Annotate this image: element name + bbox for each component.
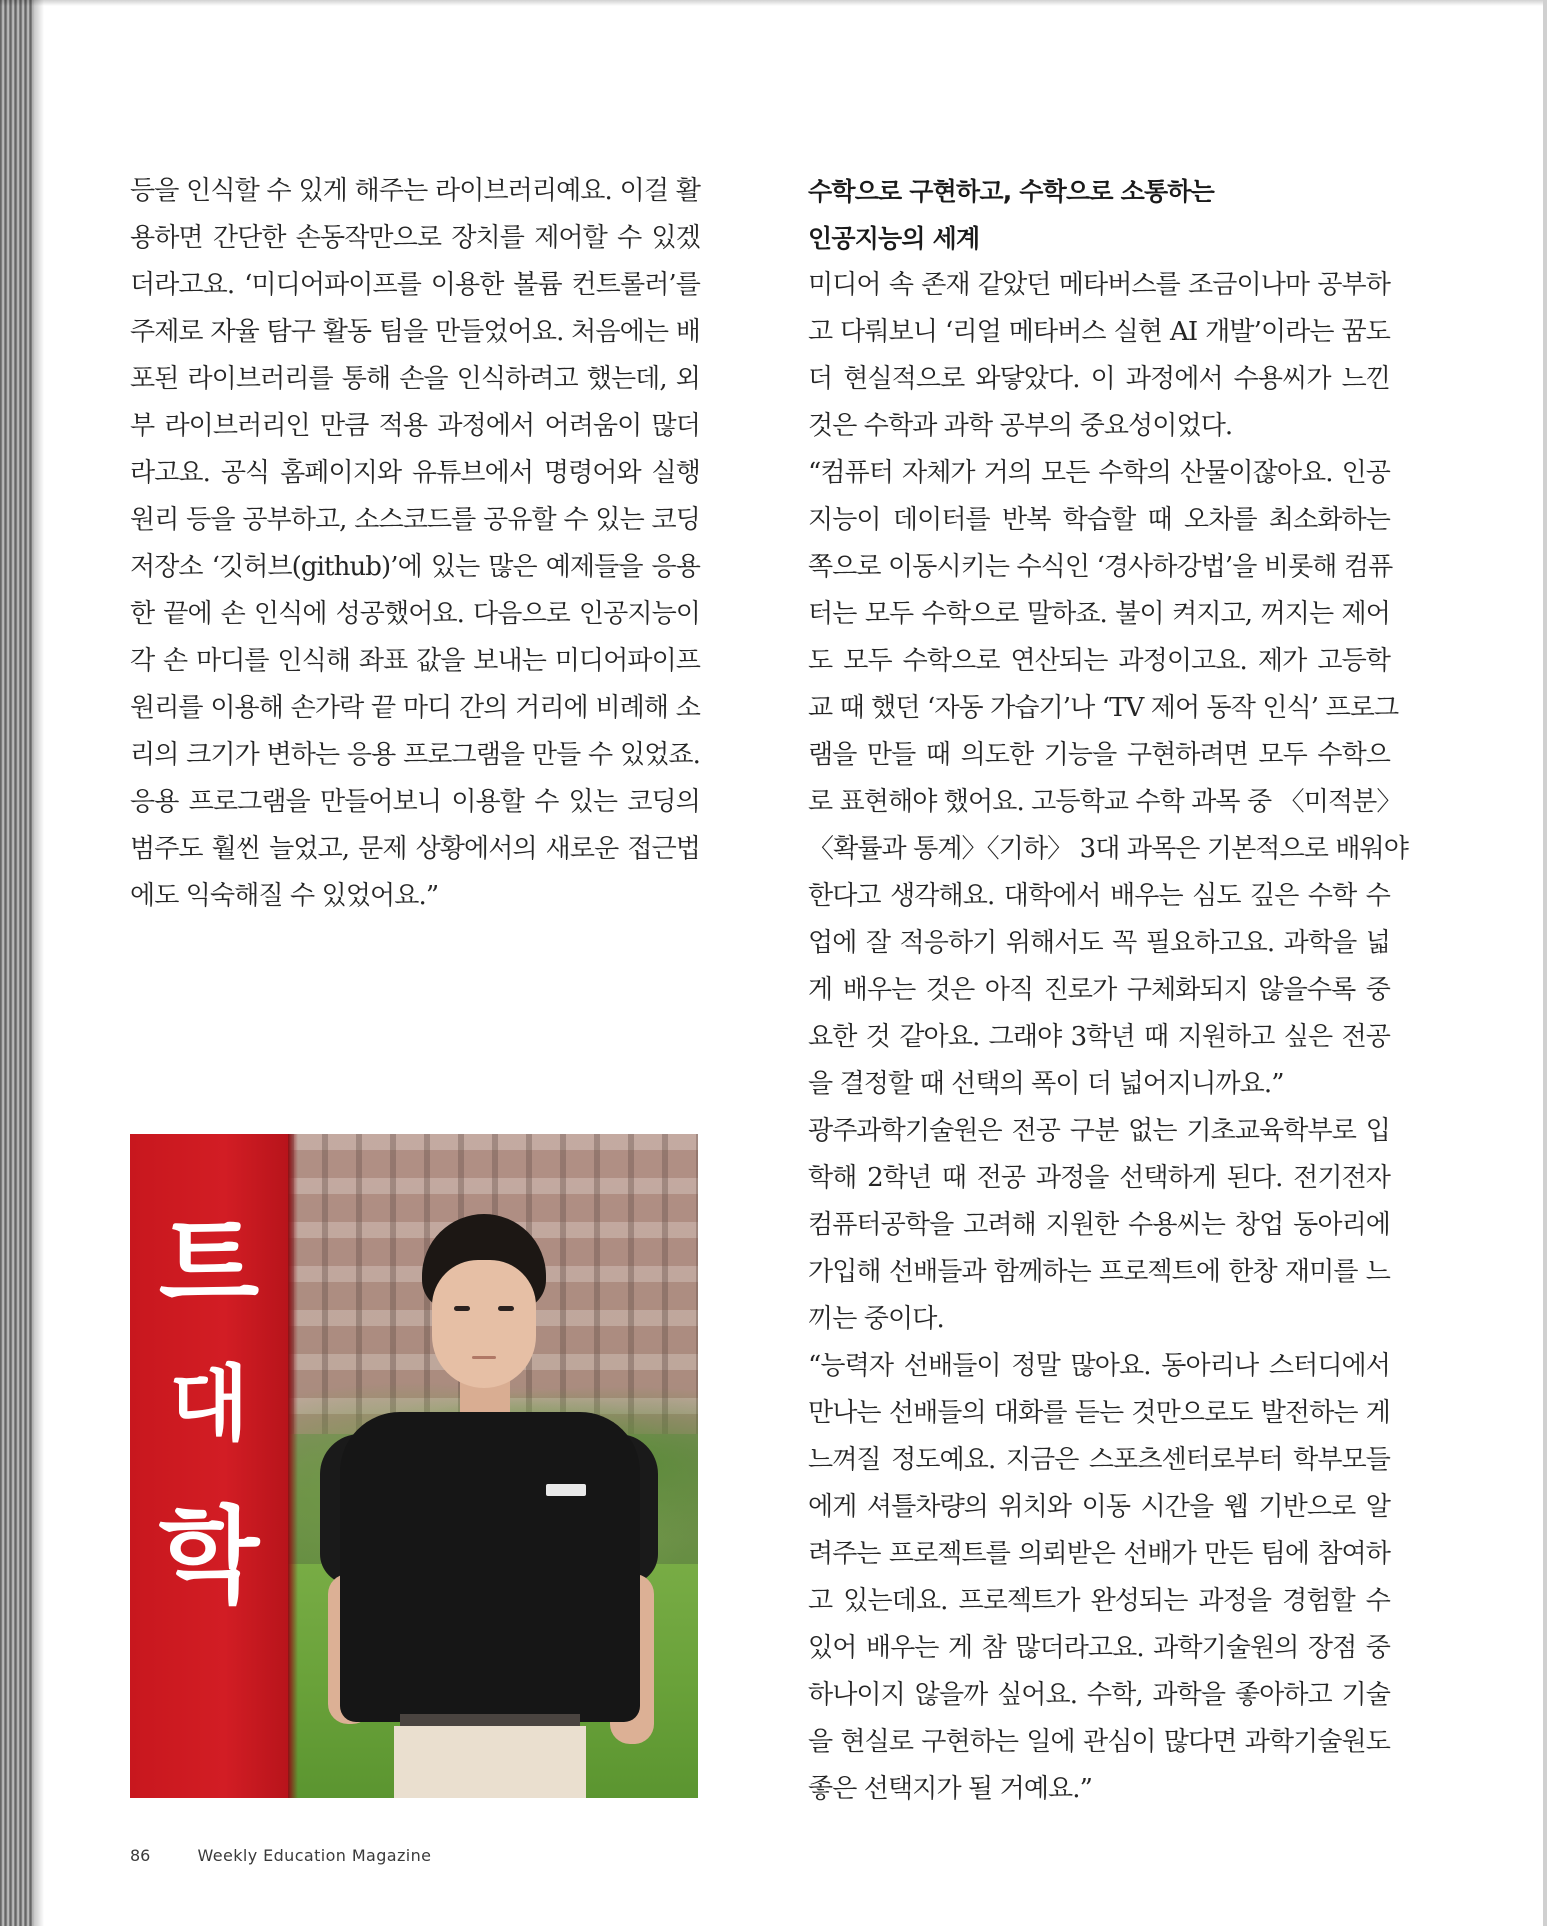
sign-character: 트 [158, 1203, 260, 1325]
body-text-line: 원리 등을 공부하고, 소스코드를 공유할 수 있는 코딩 [130, 505, 700, 535]
sign-character: 학 [158, 1495, 260, 1617]
body-text-line: 고 있는데요. 프로젝트가 완성되는 과정을 경험할 수 [808, 1586, 1390, 1616]
student-photo [130, 1134, 698, 1798]
page-right-edge [1543, 0, 1547, 1926]
body-text-line: “능력자 선배들이 정말 많아요. 동아리나 스터디에서 [808, 1351, 1390, 1381]
body-text-line: 〈확률과 통계〉〈기하〉 3대 과목은 기본적으로 배워야 [808, 834, 1408, 864]
sign-character: 대 [169, 1357, 249, 1452]
body-text-line: 있어 배우는 게 참 많더라고요. 과학기술원의 장점 중 [808, 1633, 1390, 1663]
shirt-logo [546, 1484, 586, 1496]
page-number: 86 [130, 1846, 151, 1865]
body-text-line: 을 현실로 구현하는 일에 관심이 많다면 과학기술원도 [808, 1727, 1390, 1757]
red-university-sign [130, 1134, 288, 1798]
body-text-line: 포된 라이브러리를 통해 손을 인식하려고 했는데, 외 [130, 364, 700, 394]
body-text-line: 저장소 ‘깃허브(github)’에 있는 많은 예제들을 응용 [130, 552, 700, 582]
body-text-line: 각 손 마디를 인식해 좌표 값을 보내는 미디어파이프 [130, 646, 700, 676]
body-text-line: 쪽으로 이동시키는 수식인 ‘경사하강법’을 비롯해 컴퓨 [808, 552, 1393, 582]
body-text-line: 미디어 속 존재 같았던 메타버스를 조금이나마 공부하 [808, 270, 1390, 300]
body-text-line: 가입해 선배들과 함께하는 프로젝트에 한창 재미를 느 [808, 1257, 1390, 1287]
body-text-line: 것은 수학과 과학 공부의 중요성이었다. [808, 411, 1233, 441]
magazine-title: Weekly Education Magazine [197, 1846, 432, 1865]
body-text-line: 학해 2학년 때 전공 과정을 선택하게 된다. 전기전자 [808, 1163, 1390, 1193]
page-edge-shadow [34, 0, 44, 1926]
body-text-line: 만나는 선배들의 대화를 듣는 것만으로도 발전하는 게 [808, 1398, 1390, 1428]
body-text-line: 라고요. 공식 홈페이지와 유튜브에서 명령어와 실행 [130, 458, 700, 488]
body-text-line: 하나이지 않을까 싶어요. 수학, 과학을 좋아하고 기술 [808, 1680, 1390, 1710]
black-t-shirt [340, 1412, 640, 1722]
left-text-column [130, 168, 700, 920]
right-eye [498, 1306, 514, 1311]
sign-shadow-edge [288, 1134, 298, 1798]
body-text-line: 더라고요. ‘미디어파이프를 이용한 볼륨 컨트롤러’를 [130, 270, 700, 300]
body-text-line: 요한 것 같아요. 그래야 3학년 때 지원하고 싶은 전공 [808, 1022, 1390, 1052]
body-text-line: 에도 익숙해질 수 있었어요.” [130, 881, 439, 911]
body-text-line: 느껴질 정도예요. 지금은 스포츠센터로부터 학부모들 [808, 1445, 1390, 1475]
body-text-line: 응용 프로그램을 만들어보니 이용할 수 있는 코딩의 [130, 787, 700, 817]
body-text-line: 려주는 프로젝트를 의뢰받은 선배가 만든 팀에 참여하 [808, 1539, 1390, 1569]
section-heading: 인공지능의 세계 [808, 224, 980, 253]
left-eye [454, 1306, 470, 1311]
body-text-line: 좋은 선택지가 될 거예요.” [808, 1774, 1093, 1804]
body-text-line: 고 다뤄보니 ‘리얼 메타버스 실현 AI 개발’이라는 꿈도 [808, 317, 1390, 347]
face [432, 1260, 536, 1388]
body-text-line: 게 배우는 것은 아직 진로가 구체화되지 않을수록 중 [808, 975, 1390, 1005]
body-text-line: 에게 셔틀차량의 위치와 이동 시간을 웹 기반으로 알 [808, 1492, 1390, 1522]
page-top-shadow [0, 0, 1547, 6]
page-edge-stack [0, 0, 34, 1926]
section-heading: 수학으로 구현하고, 수학으로 소통하는 [808, 177, 1215, 206]
body-text-line: 범주도 훨씬 늘었고, 문제 상황에서의 새로운 접근법 [130, 834, 700, 864]
body-text-line: 교 때 했던 ‘자동 가습기’나 ‘TV 제어 동작 인식’ 프로그 [808, 693, 1399, 723]
body-text-line: “컴퓨터 자체가 거의 모든 수학의 산물이잖아요. 인공 [808, 458, 1390, 488]
body-text-line: 더 현실적으로 와닿았다. 이 과정에서 수용씨가 느낀 [808, 364, 1390, 394]
body-text-line: 한 끝에 손 인식에 성공했어요. 다음으로 인공지능이 [130, 599, 700, 629]
page-footer [130, 1846, 431, 1865]
student-figure [320, 1194, 660, 1798]
body-text-line: 로 표현해야 했어요. 고등학교 수학 과목 중 〈미적분〉 [808, 787, 1402, 817]
body-text-line: 주제로 자율 탐구 활동 팀을 만들었어요. 처음에는 배 [130, 317, 700, 347]
body-text-line: 지능이 데이터를 반복 학습할 때 오차를 최소화하는 [808, 505, 1390, 535]
mouth [472, 1356, 496, 1359]
body-text-line: 업에 잘 적응하기 위해서도 꼭 필요하고요. 과학을 넓 [808, 928, 1390, 958]
body-text-line: 끼는 중이다. [808, 1304, 944, 1334]
body-text-line: 광주과학기술원은 전공 구분 없는 기초교육학부로 입 [808, 1116, 1390, 1146]
body-text-line: 부 라이브러리인 만큼 적용 과정에서 어려움이 많더 [130, 411, 700, 441]
body-text-line: 컴퓨터공학을 고려해 지원한 수용씨는 창업 동아리에 [808, 1210, 1390, 1240]
body-text-line: 리의 크기가 변하는 응용 프로그램을 만들 수 있었죠. [130, 740, 700, 770]
beige-pants [394, 1726, 586, 1798]
body-text-line: 을 결정할 때 선택의 폭이 더 넓어지니까요.” [808, 1069, 1284, 1099]
right-text-column [808, 168, 1408, 1813]
body-text-line: 등을 인식할 수 있게 해주는 라이브러리예요. 이걸 활 [130, 176, 700, 206]
body-text-line: 한다고 생각해요. 대학에서 배우는 심도 깊은 수학 수 [808, 881, 1390, 911]
body-text-line: 램을 만들 때 의도한 기능을 구현하려면 모두 수학으 [808, 740, 1390, 770]
body-text-line: 용하면 간단한 손동작만으로 장치를 제어할 수 있겠 [130, 223, 700, 253]
belt [400, 1714, 580, 1726]
body-text-line: 원리를 이용해 손가락 끝 마디 간의 거리에 비례해 소 [130, 693, 700, 723]
body-text-line: 도 모두 수학으로 연산되는 과정이고요. 제가 고등학 [808, 646, 1390, 676]
body-text-line: 터는 모두 수학으로 말하죠. 불이 켜지고, 꺼지는 제어 [808, 599, 1390, 629]
